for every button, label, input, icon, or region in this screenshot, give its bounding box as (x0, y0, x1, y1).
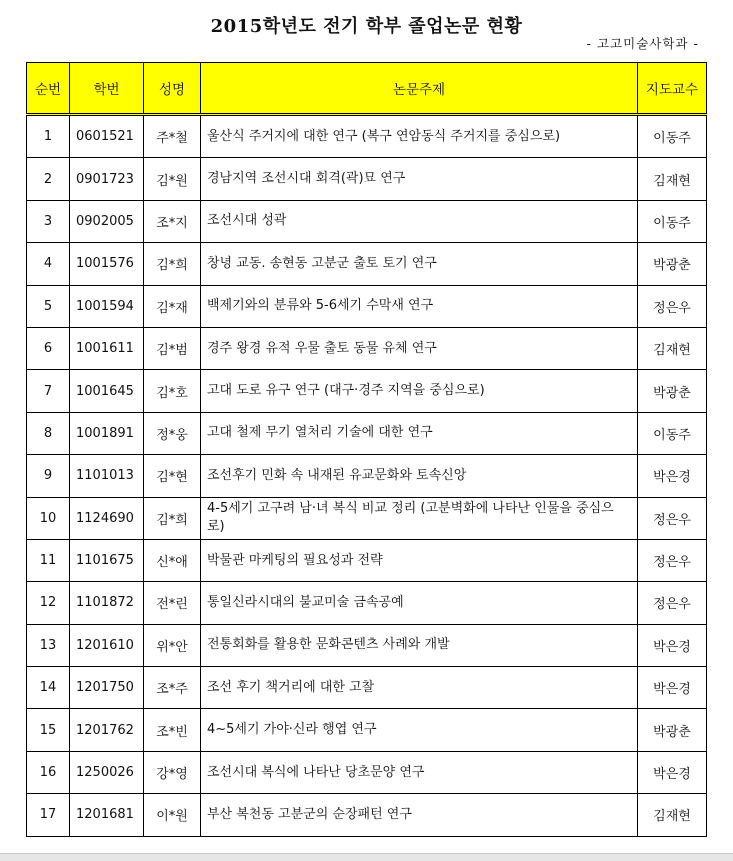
cell-no: 16 (27, 751, 70, 793)
column-header-topic: 논문주제 (201, 63, 638, 115)
table-row (27, 243, 707, 285)
table-row (27, 751, 707, 793)
table-row (27, 667, 707, 709)
cell-thesis-topic: 조선시대 성곽 (201, 200, 638, 242)
cell-student-id: 1124690 (70, 497, 144, 539)
cell-student-name: 김*희 (144, 243, 201, 285)
department-label: - 고고미술사학과 - (586, 36, 699, 51)
cell-student-id: 1201610 (70, 624, 144, 666)
cell-student-id: 0902005 (70, 200, 144, 242)
cell-advisor: 김재현 (638, 158, 707, 200)
cell-student-name: 주*철 (144, 115, 201, 158)
cell-student-id: 1201681 (70, 794, 144, 836)
cell-student-name: 강*영 (144, 751, 201, 793)
table-row (27, 200, 707, 242)
cell-student-id: 1001611 (70, 327, 144, 369)
cell-no: 14 (27, 667, 70, 709)
cell-student-id: 1001594 (70, 285, 144, 327)
cell-thesis-topic: 경주 왕경 유적 우물 출토 동물 유체 연구 (201, 327, 638, 369)
cell-advisor: 박광춘 (638, 243, 707, 285)
cell-student-name: 김*범 (144, 327, 201, 369)
cell-thesis-topic: 백제기와의 분류와 5-6세기 수막새 연구 (201, 285, 638, 327)
cell-advisor: 이동주 (638, 200, 707, 242)
cell-thesis-topic: 통일신라시대의 불교미술 금속공예 (201, 582, 638, 624)
cell-advisor: 정은우 (638, 582, 707, 624)
cell-no: 8 (27, 412, 70, 454)
cell-no: 9 (27, 455, 70, 497)
cell-no: 3 (27, 200, 70, 242)
cell-thesis-topic: 전통회화를 활용한 문화콘텐츠 사례와 개발 (201, 624, 638, 666)
cell-advisor: 박광춘 (638, 709, 707, 751)
table-row (27, 370, 707, 412)
cell-student-name: 신*애 (144, 539, 201, 581)
cell-no: 7 (27, 370, 70, 412)
cell-thesis-topic: 조선시대 복식에 나타난 당초문양 연구 (201, 751, 638, 793)
cell-no: 5 (27, 285, 70, 327)
cell-student-name: 김*호 (144, 370, 201, 412)
cell-student-id: 1101675 (70, 539, 144, 581)
cell-student-name: 전*린 (144, 582, 201, 624)
cell-student-name: 이*원 (144, 794, 201, 836)
cell-advisor: 박은경 (638, 455, 707, 497)
cell-student-id: 1001645 (70, 370, 144, 412)
cell-thesis-topic: 고대 도로 유구 연구 (대구·경주 지역을 중심으로) (201, 370, 638, 412)
cell-no: 10 (27, 497, 70, 539)
cell-thesis-topic: 창녕 교동. 송현동 고분군 출토 토기 연구 (201, 243, 638, 285)
table-row (27, 285, 707, 327)
cell-no: 4 (27, 243, 70, 285)
cell-thesis-topic: 울산식 주거지에 대한 연구 (복구 연암동식 주거지를 중심으로) (201, 115, 638, 158)
cell-student-name: 김*재 (144, 285, 201, 327)
table-row (27, 455, 707, 497)
cell-thesis-topic: 조선 후기 책거리에 대한 고찰 (201, 667, 638, 709)
table-body (27, 115, 707, 837)
cell-no: 15 (27, 709, 70, 751)
cell-thesis-topic: 부산 복천동 고분군의 순장패턴 연구 (201, 794, 638, 836)
cell-student-id: 1101013 (70, 455, 144, 497)
cell-no: 11 (27, 539, 70, 581)
cell-student-id: 1250026 (70, 751, 144, 793)
column-header-id: 학번 (70, 63, 144, 115)
cell-thesis-topic: 조선후기 민화 속 내재된 유교문화와 토속신앙 (201, 455, 638, 497)
cell-thesis-topic: 경남지역 조선시대 회격(곽)묘 연구 (201, 158, 638, 200)
cell-no: 1 (27, 115, 70, 158)
cell-advisor: 김재현 (638, 794, 707, 836)
cell-thesis-topic: 고대 철제 무기 열처리 기술에 대한 연구 (201, 412, 638, 454)
cell-advisor: 박은경 (638, 751, 707, 793)
cell-advisor: 박은경 (638, 667, 707, 709)
cell-student-id: 0601521 (70, 115, 144, 158)
cell-student-id: 1101872 (70, 582, 144, 624)
cell-student-name: 김*원 (144, 158, 201, 200)
table-row (27, 624, 707, 666)
cell-advisor: 박은경 (638, 624, 707, 666)
table-row (27, 158, 707, 200)
table-row (27, 709, 707, 751)
table-row (27, 115, 707, 158)
cell-thesis-topic: 박물관 마케팅의 필요성과 전략 (201, 539, 638, 581)
column-header-advisor: 지도교수 (638, 63, 707, 115)
table-header-row (27, 63, 707, 115)
cell-advisor: 박광춘 (638, 370, 707, 412)
cell-thesis-topic: 4-5세기 고구려 남·녀 복식 비교 정리 (고분벽화에 나타난 인물을 중심으로) (201, 497, 638, 539)
table-row (27, 412, 707, 454)
cell-advisor: 정은우 (638, 539, 707, 581)
cell-advisor: 이동주 (638, 412, 707, 454)
page-title: 2015학년도 전기 학부 졸업논문 현황 (210, 16, 523, 37)
cell-student-name: 김*희 (144, 497, 201, 539)
cell-student-id: 1201750 (70, 667, 144, 709)
thesis-table (26, 62, 707, 837)
cell-student-name: 정*웅 (144, 412, 201, 454)
cell-student-id: 1201762 (70, 709, 144, 751)
cell-student-id: 0901723 (70, 158, 144, 200)
cell-student-name: 김*현 (144, 455, 201, 497)
cell-advisor: 이동주 (638, 115, 707, 158)
cell-student-id: 1001891 (70, 412, 144, 454)
cell-student-name: 조*지 (144, 200, 201, 242)
cell-advisor: 정은우 (638, 497, 707, 539)
cell-advisor: 정은우 (638, 285, 707, 327)
cell-student-name: 조*주 (144, 667, 201, 709)
cell-no: 6 (27, 327, 70, 369)
cell-no: 2 (27, 158, 70, 200)
table-row (27, 794, 707, 836)
table-row (27, 497, 707, 539)
cell-no: 17 (27, 794, 70, 836)
cell-thesis-topic: 4~5세기 가야·신라 행엽 연구 (201, 709, 638, 751)
column-header-name: 성명 (144, 63, 201, 115)
cell-advisor: 김재현 (638, 327, 707, 369)
cell-no: 13 (27, 624, 70, 666)
cell-student-id: 1001576 (70, 243, 144, 285)
table-row (27, 582, 707, 624)
table-row (27, 539, 707, 581)
table-row (27, 327, 707, 369)
column-header-no: 순번 (27, 63, 70, 115)
cell-student-name: 조*빈 (144, 709, 201, 751)
cell-no: 12 (27, 582, 70, 624)
cell-student-name: 위*안 (144, 624, 201, 666)
